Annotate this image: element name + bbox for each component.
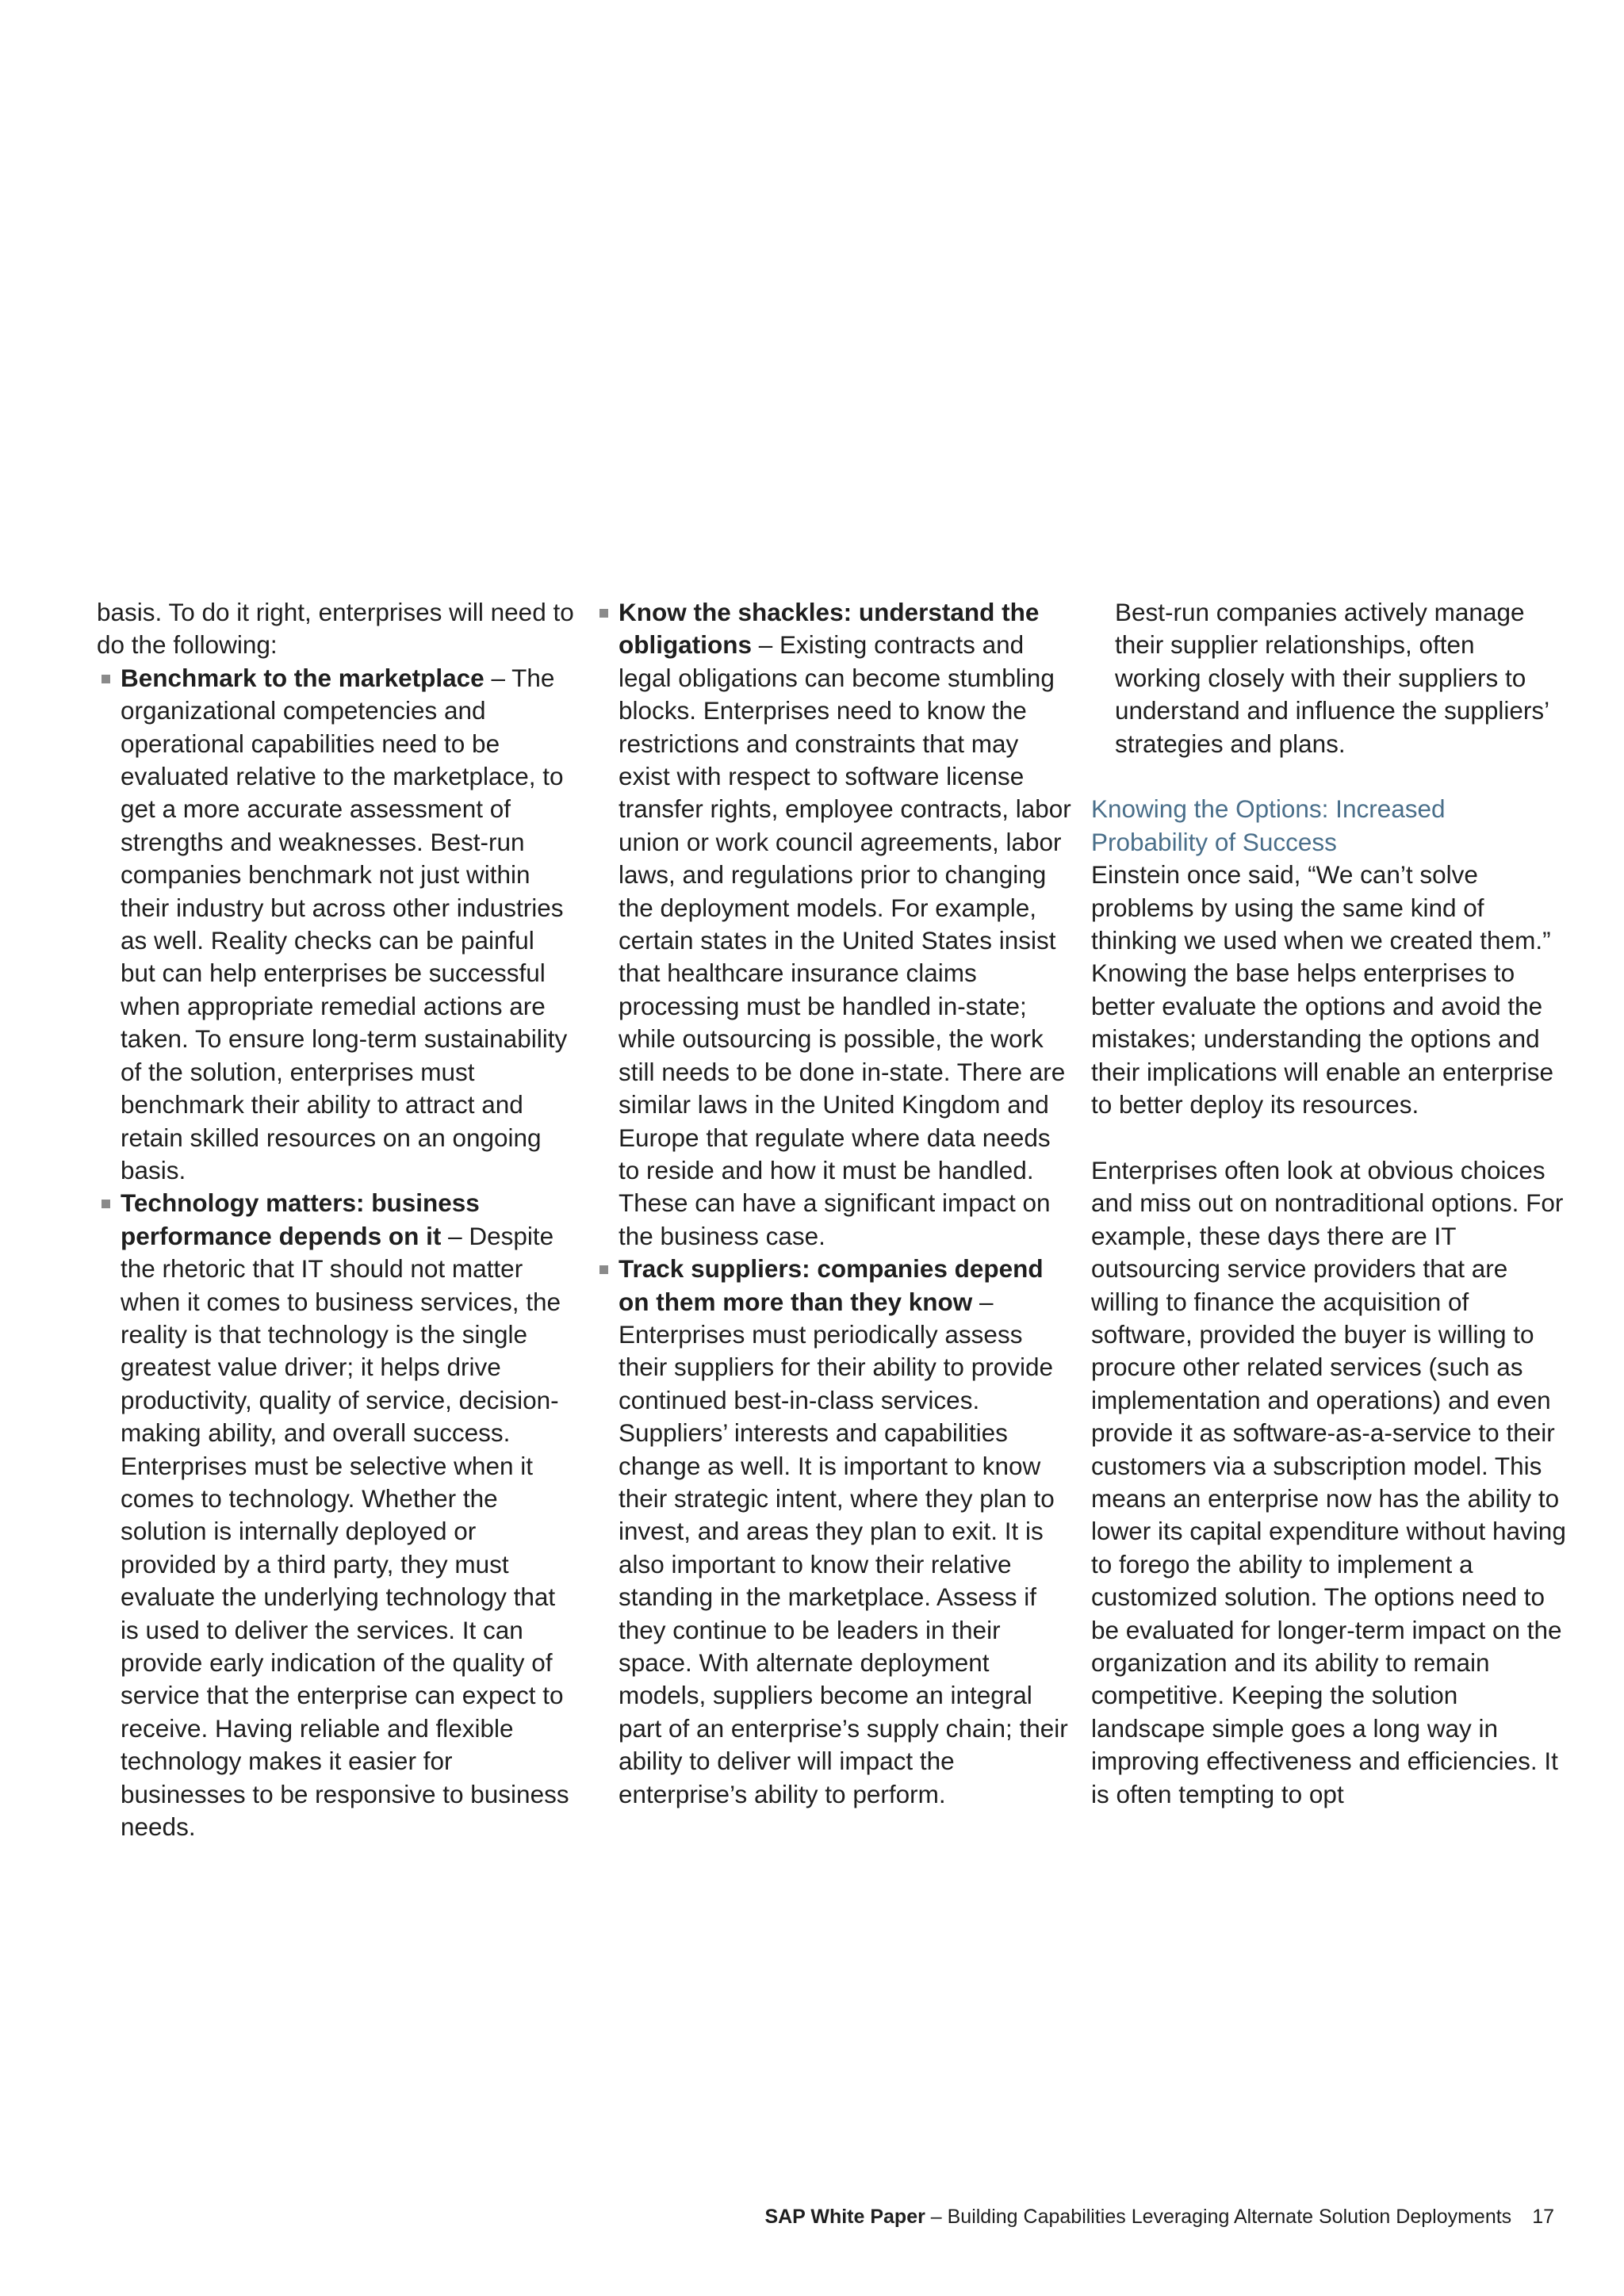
bullet-dash: – xyxy=(752,630,780,660)
section-heading: Knowing the Options: Increased Probability of Success xyxy=(1091,794,1446,856)
column-1 xyxy=(97,596,576,1843)
paragraph-options: Enterprises often look at obvious choices and miss out on nontraditional options. For example, these days there are IT outsourcing service providers that are willing to finance the acquisition of software, provided the buyer is willing to procure other related services (such as implementation and operations) and even provide it as software-as-a-service to their customers via a subscription model. This means an enterprise now has the ability to lower its capital expenditure without having to forego the ability to implement a customized solution. The options need to be evaluated for longer-term impact on the organization and its ability to remain competitive. Keeping the solution landscape simple goes a long way in improving effectiveness and efficiencies. It is often tempting to opt xyxy=(1091,1155,1566,1808)
continuation-paragraph: Best-run companies actively manage their supplier relationships, often working closely with their suppliers to understand and influence the suppliers’ strategies and plans. xyxy=(1115,598,1549,758)
bullet-dash: – xyxy=(972,1287,994,1316)
bullet-square-icon xyxy=(599,1265,608,1274)
paragraph-einstein: Einstein once said, “We can’t solve problems by using the same kind of thinking we used when we created them.” Knowing the base helps enterprises to better evaluate the options and avoid the mistakes; understanding the options and their implications will enable an enterprise to better deploy its resources. xyxy=(1091,860,1554,1119)
bullet-text: Enterprises must periodically assess their suppliers for their ability to provide continued best-in-class services. Suppliers’ interests and capabilities change as well. It is important to know their strategic intent, where they plan to invest, and areas they plan to exit. It is also important to know their relative standing in the marketplace. Assess if they continue to be leaders in their space. With alternate deployment models, suppliers become an integral part of an enterprise’s supply chain; their ability to deliver will impact the enterprise’s ability to perform. xyxy=(619,1319,1068,1808)
bullet-square-icon xyxy=(599,609,608,618)
bullet-text: Existing contracts and legal obligations can become stumbling blocks. Enterprises need to know the restrictions and constraints that may exist with respect to software license transfer rights, employee contracts, labor union or work council agreements, labor laws, and regulations prior to changing the deployment models. For example, certain states in the United States insist that healthcare insurance claims processing must be handled in-state; while outsourcing is possible, the work still needs to be done in-state. There are similar laws in the United Kingdom and Europe that regulate where data needs to reside and how it must be handled. These can have a significant impact on the business case. xyxy=(619,630,1071,1250)
bullet-benchmark xyxy=(97,662,576,1188)
bullet-lead: Know the shackles: understand the obligations xyxy=(619,598,1040,660)
bullet-technology xyxy=(97,1187,576,1843)
bullet-dash: – xyxy=(441,1221,469,1250)
footer-separator: – xyxy=(925,2206,948,2228)
column-2 xyxy=(595,596,1074,1811)
footer-brand: SAP White Paper xyxy=(764,2206,925,2228)
bullet-suppliers xyxy=(595,1253,1074,1811)
bullet-lead: Technology matters: business performance depends on it xyxy=(121,1188,480,1250)
spacer xyxy=(1091,760,1567,793)
bullet-lead: Track suppliers: companies depend on them more than they know xyxy=(619,1254,1044,1316)
bullet-text: The organizational competencies and operational capabilities need to be evaluated relative to the marketplace, to get a more accurate assessment of strengths and weaknesses. Best-run companies benchmark not just within their industry but across other industries as well. Reality checks can be painful but can help enterprises be successful when appropriate remedial actions are taken. To ensure long-term sustainability of the solution, enterprises must benchmark their ability to attract and retain skilled resources on an ongoing basis. xyxy=(121,663,568,1184)
page-number: 17 xyxy=(1532,2206,1554,2228)
bullet-dash: – xyxy=(484,663,512,692)
intro-paragraph: basis. To do it right, enterprises will need to do the following: xyxy=(97,598,574,660)
bullet-shackles xyxy=(595,596,1074,1253)
bullet-square-icon xyxy=(102,1200,110,1208)
spacer xyxy=(1091,1121,1567,1154)
page-footer xyxy=(764,2206,1554,2229)
column-3 xyxy=(1091,596,1567,1811)
bullet-lead: Benchmark to the marketplace xyxy=(121,663,485,692)
bullet-text: Despite the rhetoric that IT should not matter when it comes to business services, the reality is that technology is the single greatest value driver; it helps drive productivity, quality of service, decision-making ability, and overall success. Enterprises must be selective when it comes to technology. Whether the solution is internally deployed or provided by a third party, they must evaluate the underlying technology that is used to deliver the services. It can provide early indication of the quality of service that the enterprise can expect to receive. Having reliable and flexible technology makes it easier for businesses to be responsive to business needs. xyxy=(121,1221,569,1842)
bullet-square-icon xyxy=(102,675,110,683)
footer-title: Building Capabilities Leveraging Alternate Solution Deployments xyxy=(947,2206,1512,2228)
